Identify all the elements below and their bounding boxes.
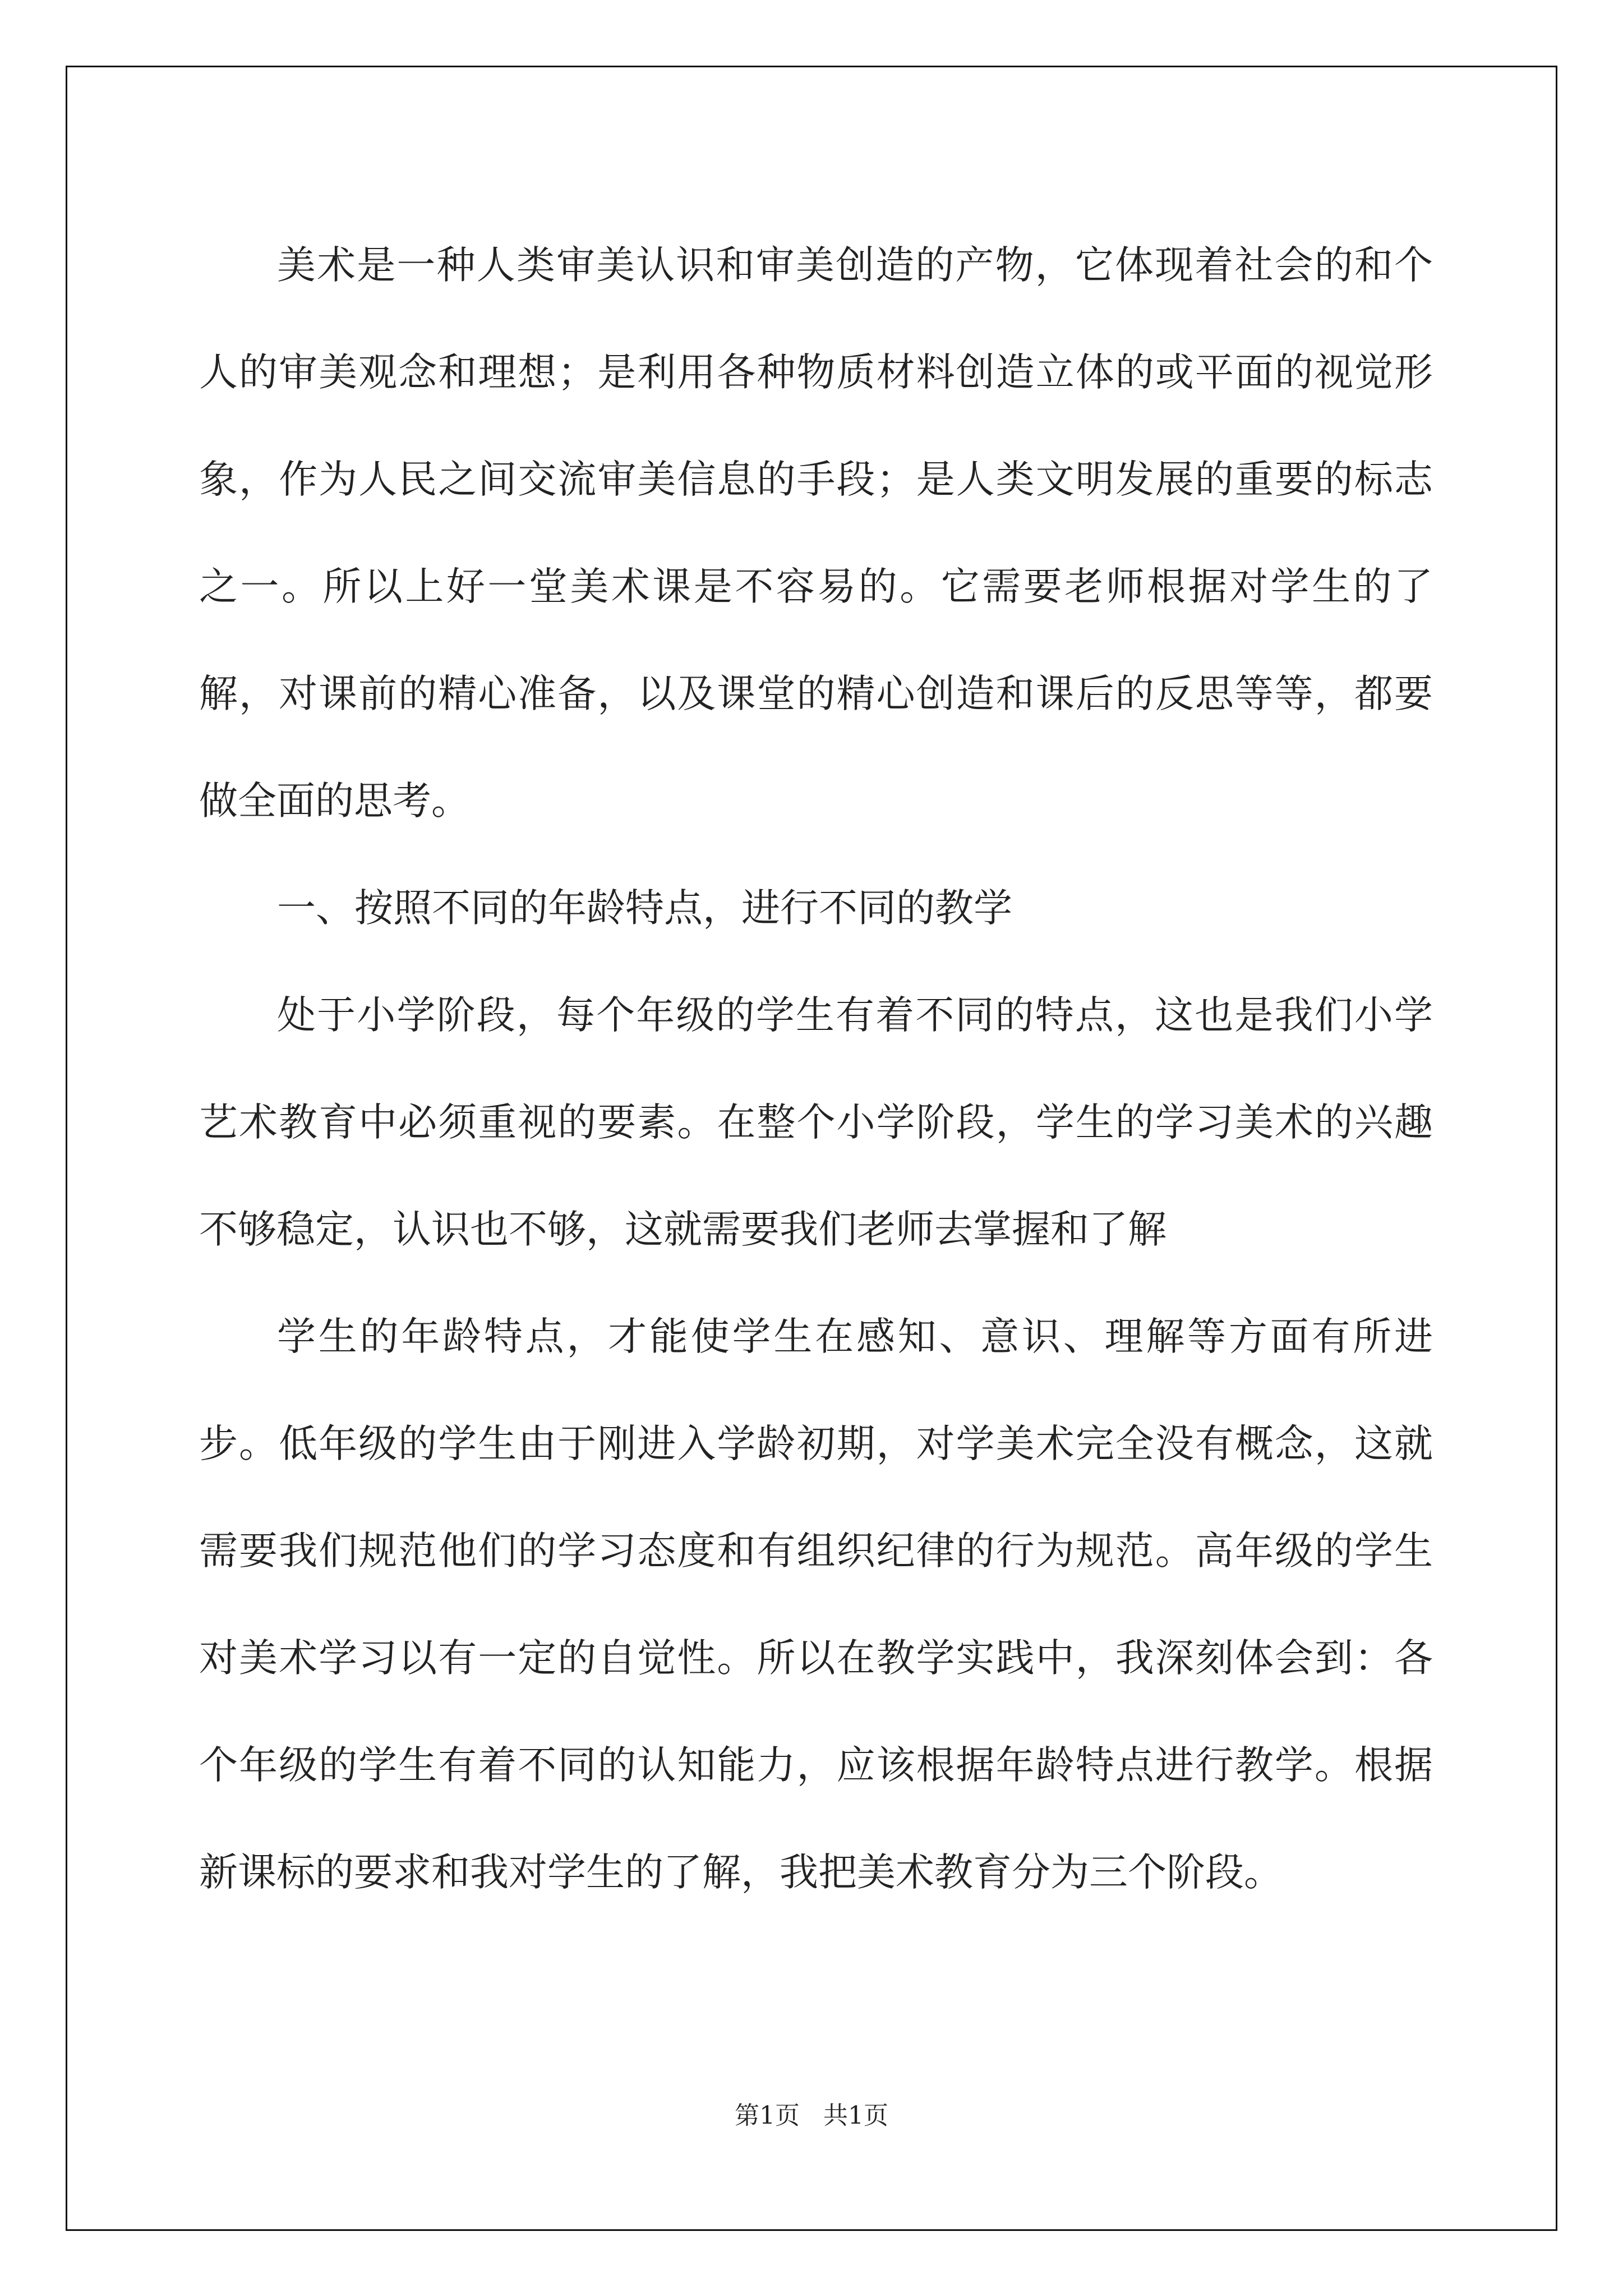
paragraph-age-characteristics: 学生的年龄特点，才能使学生在感知、意识、理解等方面有所进步。低年级的学生由于刚进入学龄初期，对学美术完全没有概念，这就需要我们规范他们的学习态度和有组织纪律的行为规范。高年级的学生对美术学习以有一定的自觉性。所以在教学实践中，我深刻体会到：各个年级的学生有着不同的认知能力，应该根据年龄特点进行教学。根据新课标的要求和我对学生的了解，我把美术教育分为三个阶段。 (199, 1314, 1433, 1895)
paragraph-intro: 美术是一种人类审美认识和审美创造的产物，它体现着社会的和个人的审美观念和理想；是利用各种物质材料创造立体的或平面的视觉形象，作为人民之间交流审美信息的手段；是人类文明发展的重要的标志之一。所以上好一堂美术课是不容易的。它需要老师根据对学生的了解，对课前的精心准备，以及课堂的精心创造和课后的反思等等，都要做全面的思考。 (199, 243, 1433, 823)
section-heading: 一、按照不同的年龄特点，进行不同的教学 (277, 886, 1012, 931)
document-body (199, 212, 1433, 1926)
page-number-footer: 第1页 共1页 (735, 2101, 888, 2130)
paragraph-primary-stage: 处于小学阶段，每个年级的学生有着不同的特点，这也是我们小学艺术教育中必须重视的要素。在整个小学阶段，学生的学习美术的兴趣不够稳定，认识也不够，这就需要我们老师去掌握和了解 (199, 993, 1433, 1252)
